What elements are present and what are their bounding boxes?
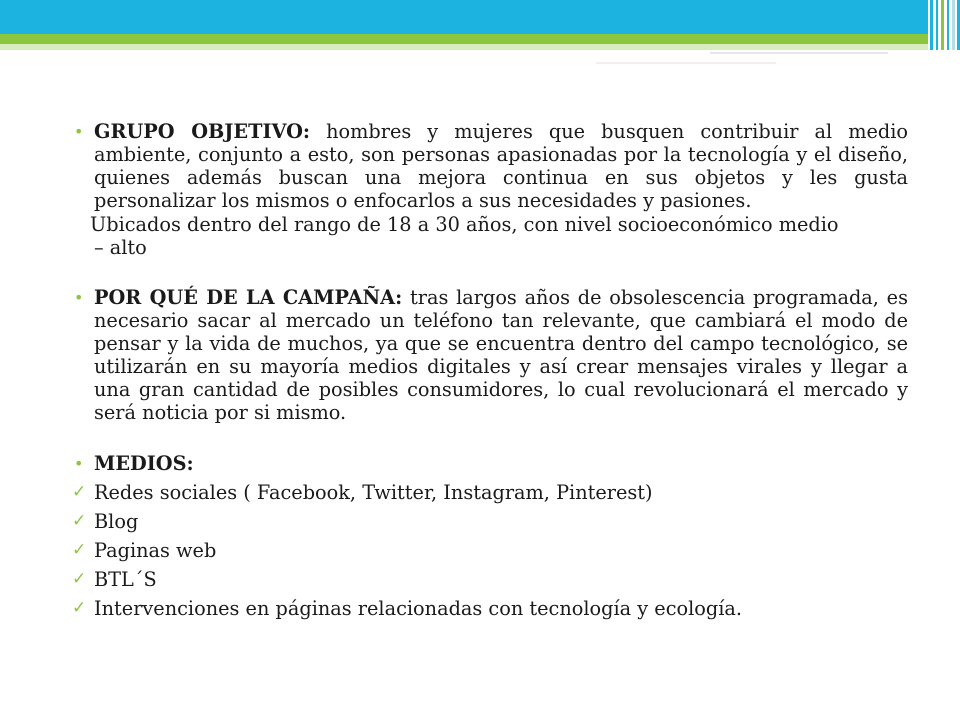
list-item bbox=[72, 536, 908, 565]
header-stripe bbox=[947, 0, 949, 50]
heading-medios: MEDIOS: bbox=[94, 452, 194, 475]
header-stripe bbox=[936, 0, 938, 50]
bullet-icon: • bbox=[74, 454, 84, 473]
checkmark-icon: ✓ bbox=[72, 511, 87, 531]
list-item-label: BTL´S bbox=[94, 568, 157, 591]
text-grupo-objetivo: hombres y mujeres que busquen contribuir al medio ambiente, conjunto a esto, son personas apasionadas por la tecnología y el diseño, quienes además buscan una mejora continua en sus objetos y les gusta personalizar los mismos o enfocarlos a sus necesidades y pasiones. bbox=[94, 120, 909, 212]
list-item-label: Redes sociales ( Facebook, Twitter, Instagram, Pinterest) bbox=[94, 481, 653, 504]
header-thin-line bbox=[710, 52, 888, 54]
header-stripe bbox=[941, 0, 944, 50]
bullet-icon: • bbox=[74, 122, 84, 141]
slide-content bbox=[72, 120, 908, 623]
list-item-label: Intervenciones en páginas relacionadas con tecnología y ecología. bbox=[94, 597, 743, 620]
text-rango-edad-line2: – alto bbox=[94, 236, 147, 259]
text-por-que-campana: tras largos años de obsolescencia programada, es necesario sacar al mercado un teléfono tan relevante, que cambiará el modo de pensar y la vida de muchos, ya que se encuentra dentro del campo tecnológico, se utilizarán en su mayoría medios digitales y así crear mensajes virales y llegar a una gran cantidad de posibles consumidores, lo cual revolucionará el mercado y será noticia por si mismo. bbox=[94, 286, 908, 424]
paragraph-por-que-campana bbox=[72, 286, 908, 424]
paragraph-rango-edad bbox=[72, 213, 908, 259]
header-thin-line bbox=[596, 62, 776, 64]
paragraph-medios bbox=[72, 452, 908, 475]
header-stripe bbox=[952, 0, 955, 50]
checkmark-icon: ✓ bbox=[72, 540, 87, 560]
header-decoration bbox=[0, 0, 960, 70]
list-item bbox=[72, 478, 908, 507]
heading-grupo-objetivo: GRUPO OBJETIVO: bbox=[94, 120, 311, 143]
paragraph-grupo-objetivo bbox=[72, 120, 908, 212]
bullet-icon: • bbox=[74, 288, 84, 307]
list-item-label: Paginas web bbox=[94, 539, 217, 562]
header-green-bar bbox=[0, 34, 928, 44]
list-item bbox=[72, 565, 908, 594]
medios-list bbox=[72, 478, 908, 623]
heading-por-que-campana: POR QUÉ DE LA CAMPAÑA: bbox=[94, 286, 403, 309]
list-item bbox=[72, 594, 908, 623]
list-item bbox=[72, 507, 908, 536]
header-stripe bbox=[930, 0, 933, 50]
list-item-label: Blog bbox=[94, 510, 139, 533]
checkmark-icon: ✓ bbox=[72, 598, 87, 618]
checkmark-icon: ✓ bbox=[72, 569, 87, 589]
header-light-green-bar bbox=[0, 44, 928, 50]
header-blue-bar bbox=[0, 0, 928, 34]
checkmark-icon: ✓ bbox=[72, 482, 87, 502]
text-rango-edad-line1: Ubicados dentro del rango de 18 a 30 años, con nivel socioeconómico medio bbox=[90, 213, 839, 236]
